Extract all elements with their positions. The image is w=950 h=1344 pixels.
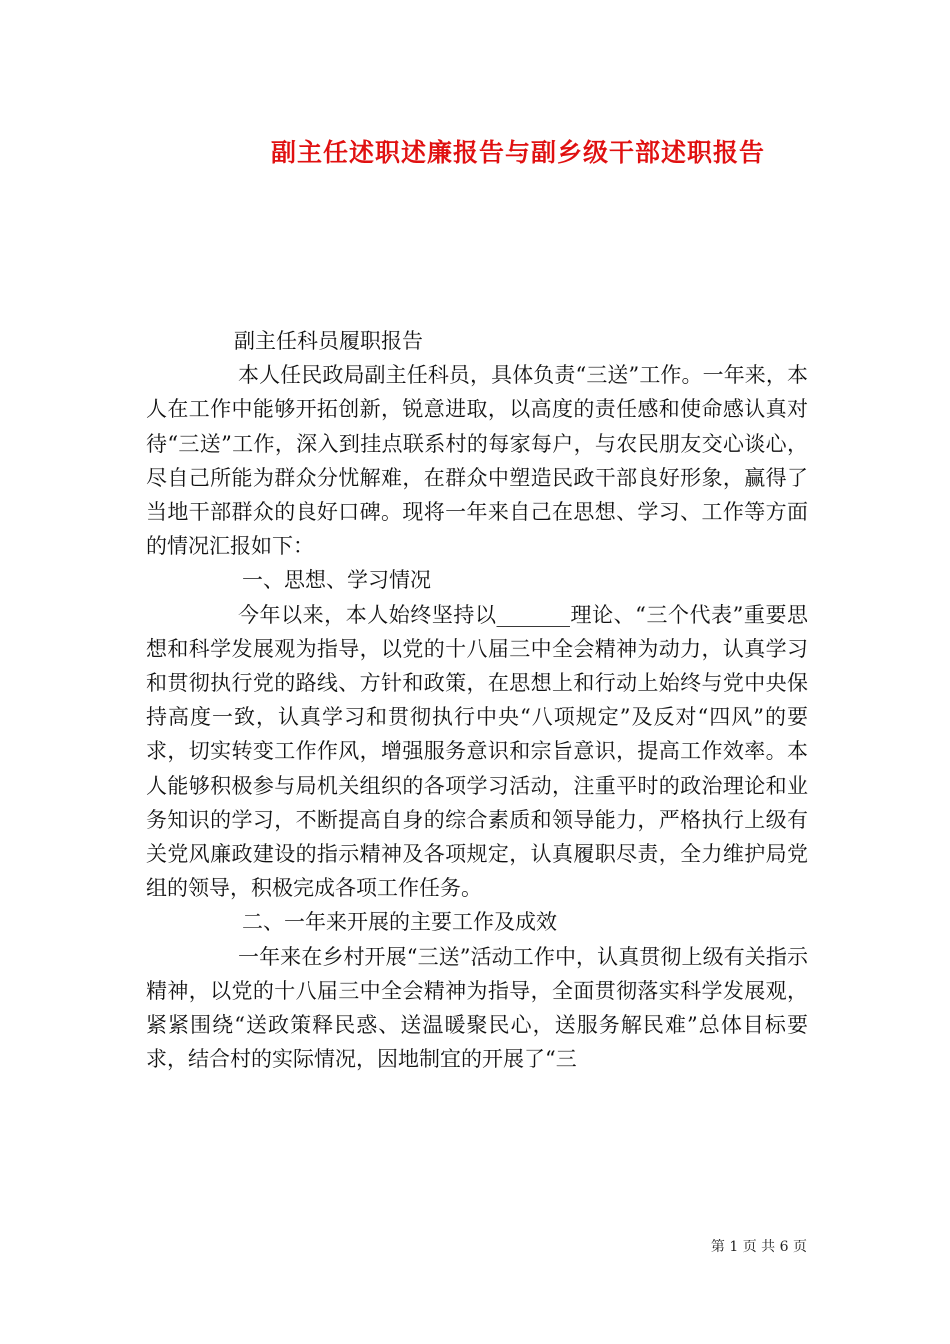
section-heading-2: 二、一年来开展的主要工作及成效 <box>242 910 557 935</box>
document-title: 副主任述职述廉报告与副乡级干部述职报告 <box>270 138 765 167</box>
section-heading-1: 一、思想、学习情况 <box>242 568 431 593</box>
section-paragraph-2: 一年来在乡村开展“三送”活动工作中，认真贯彻上级有关指示精神，以党的十八届三中全会精神为指导，全面贯彻落实科学发展观，紧紧围绕“送政策释民惑、送温暖聚民心，送服务解民难”总体目标要求，结合村的实际情况，因地制宜的开展了“三 <box>146 944 808 1072</box>
intro-paragraph: 本人任民政局副主任科员，具体负责“三送”工作。一年来，本人在工作中能够开拓创新，锐意进取，以高度的责任感和使命感认真对待“三送”工作，深入到挂点联系村的每家每户，与农民朋友交心谈心，尽自己所能为群众分忧解难，在群众中塑造民政干部良好形象，赢得了当地干部群众的良好口碑。现将一年来自己在思想、学习、工作等方面的情况汇报如下： <box>146 363 808 559</box>
section-paragraph-1: 今年以来，本人始终坚持以_______理论、“三个代表”重要思想和科学发展观为指导，以党的十八届三中全会精神为动力，认真学习和贯彻执行党的路线、方针和政策，在思想上和行动上始终与党中央保持高度一致，认真学习和贯彻执行中央“八项规定”及反对“四风”的要求，切实转变工作作风，增强服务意识和宗旨意识，提高工作效率。本人能够积极参与局机关组织的各项学习活动，注重平时的政治理论和业务知识的学习，不断提高自身的综合素质和领导能力，严格执行上级有关党风廉政建设的指示精神及各项规定，认真履职尽责，全力维护局党组的领导，积极完成各项工作任务。 <box>146 602 808 901</box>
page-number: 第 1 页 共 6 页 <box>710 1239 807 1255</box>
document-body <box>146 324 808 1076</box>
document-subtitle: 副主任科员履职报告 <box>234 329 423 353</box>
